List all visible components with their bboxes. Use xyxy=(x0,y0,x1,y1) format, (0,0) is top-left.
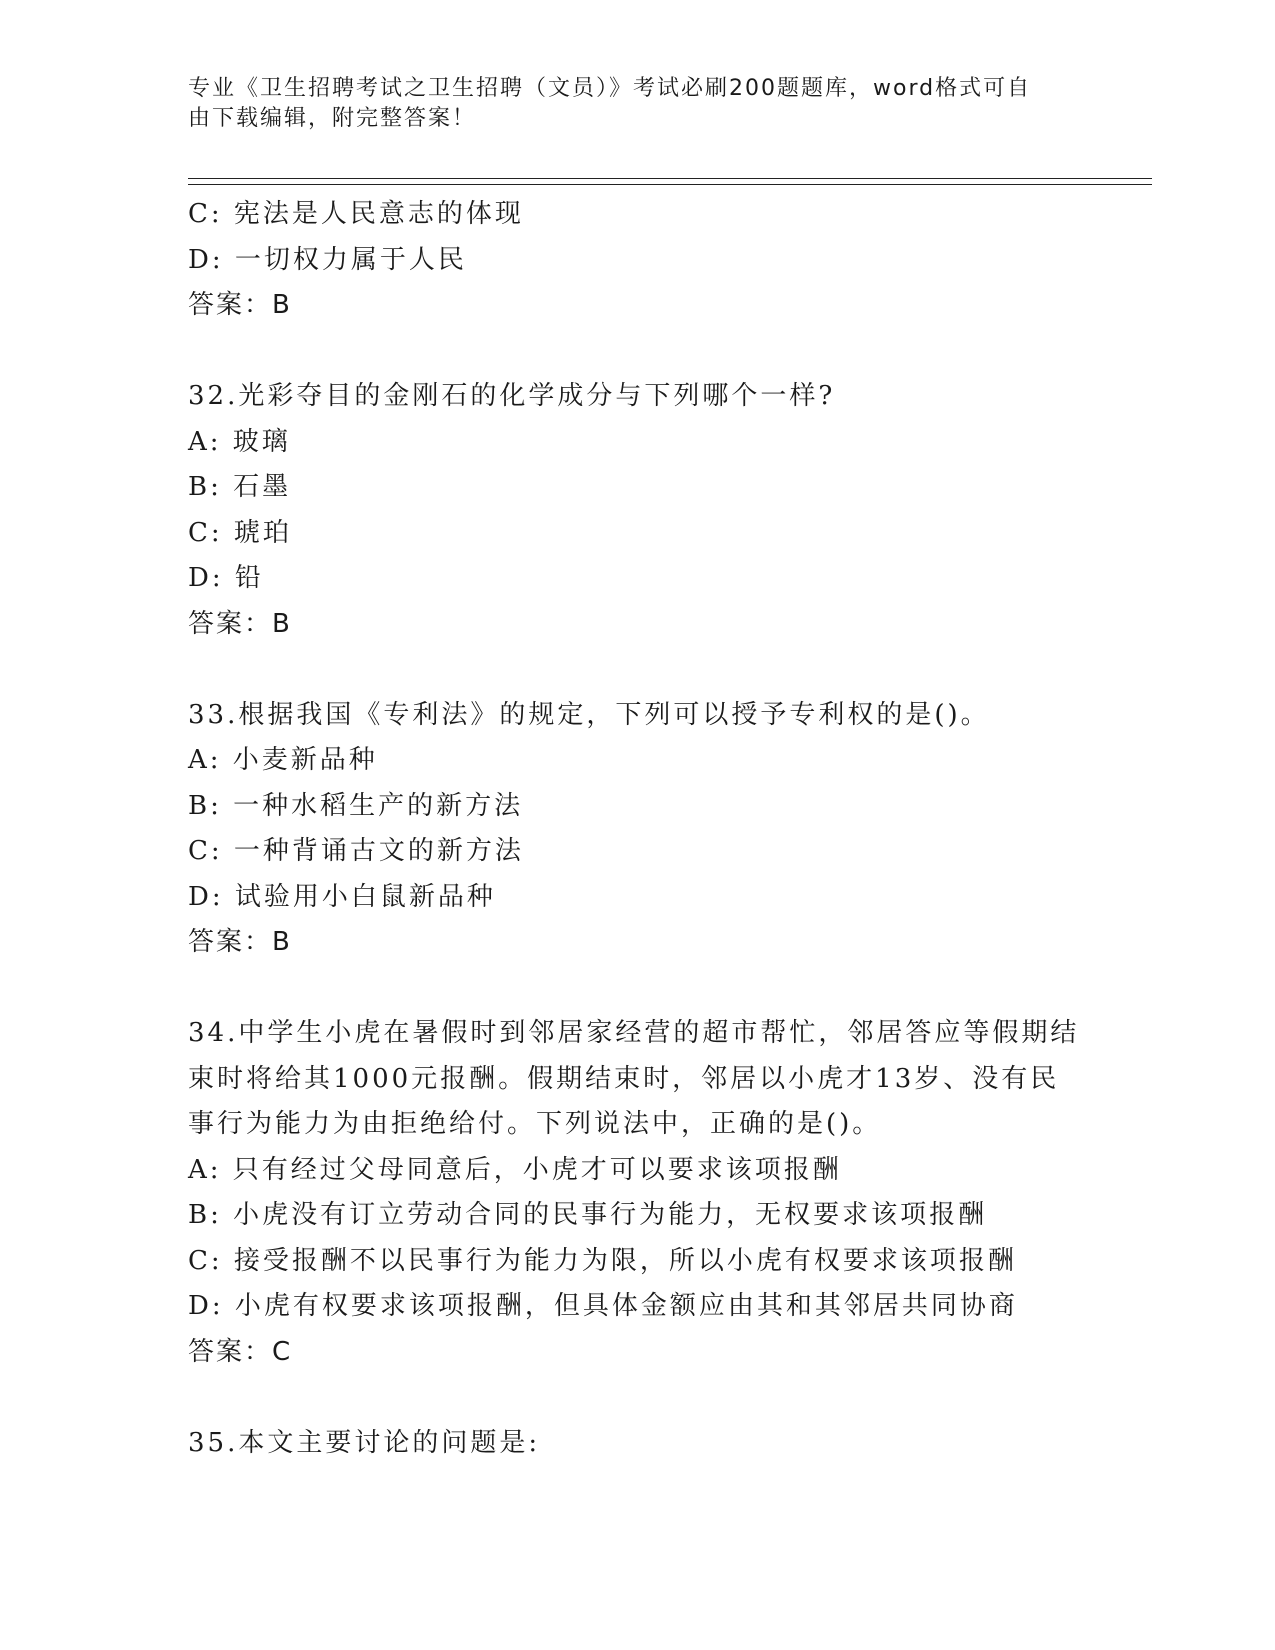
question-stem-line-1: 34.中学生小虎在暑假时到邻居家经营的超市帮忙，邻居答应等假期结 xyxy=(188,1018,1080,1048)
answer-line: 答案：B xyxy=(188,290,292,320)
header-divider-bottom xyxy=(188,184,1152,185)
header-divider-top xyxy=(188,178,1152,179)
spacer xyxy=(188,966,1088,1012)
spacer xyxy=(188,1375,1088,1421)
option-c: C: 一种背诵古文的新方法 xyxy=(188,836,524,866)
option-c: C: 接受报酬不以民事行为能力为限，所以小虎有权要求该项报酬 xyxy=(188,1245,1017,1276)
option-a: A: 玻璃 xyxy=(188,426,291,457)
question-34 xyxy=(188,1011,1088,1375)
header-line-2: 由下载编辑，附完整答案！ xyxy=(188,106,477,131)
option-a: A: 小麦新品种 xyxy=(188,745,378,775)
option-d: D: 一切权力属于人民 xyxy=(188,244,467,275)
option-d: D: 小虎有权要求该项报酬，但具体金额应由其和其邻居共同协商 xyxy=(188,1291,1018,1321)
question-stem: 32.光彩夺目的金刚石的化学成分与下列哪个一样? xyxy=(188,381,836,411)
option-d: D: 试验用小白鼠新品种 xyxy=(188,881,496,912)
question-stem: 33.根据我国《专利法》的规定，下列可以授予专利权的是()。 xyxy=(188,699,990,730)
question-35 xyxy=(188,1421,1088,1467)
question-stem-line-2: 束时将给其1000元报酬。假期结束时，邻居以小虎才13岁、没有民 xyxy=(188,1063,1060,1094)
option-b: B: 石墨 xyxy=(188,472,292,502)
spacer xyxy=(188,329,1088,375)
option-d: D: 铅 xyxy=(188,563,264,593)
question-stem-line-3: 事行为能力为由拒绝给付。下列说法中，正确的是()。 xyxy=(188,1109,882,1139)
option-c: C: 琥珀 xyxy=(188,517,292,548)
question-list xyxy=(188,192,1088,1466)
option-b: B: 小虎没有订立劳动合同的民事行为能力，无权要求该项报酬 xyxy=(188,1200,988,1230)
question-31-fragment xyxy=(188,192,1088,329)
option-c: C: 宪法是人民意志的体现 xyxy=(188,199,524,229)
question-33 xyxy=(188,693,1088,966)
answer-line: 答案：B xyxy=(188,927,292,957)
answer-line: 答案：C xyxy=(188,1336,293,1367)
answer-line: 答案：B xyxy=(188,608,292,639)
question-32 xyxy=(188,374,1088,647)
option-b: B: 一种水稻生产的新方法 xyxy=(188,790,524,821)
header-line-1: 专业《卫生招聘考试之卫生招聘（文员）》考试必刷200题题库，word格式可自 xyxy=(188,76,1032,101)
document-header xyxy=(188,74,1068,134)
option-a: A: 只有经过父母同意后，小虎才可以要求该项报酬 xyxy=(188,1154,842,1185)
question-stem: 35.本文主要讨论的问题是: xyxy=(188,1427,541,1458)
spacer xyxy=(188,647,1088,693)
